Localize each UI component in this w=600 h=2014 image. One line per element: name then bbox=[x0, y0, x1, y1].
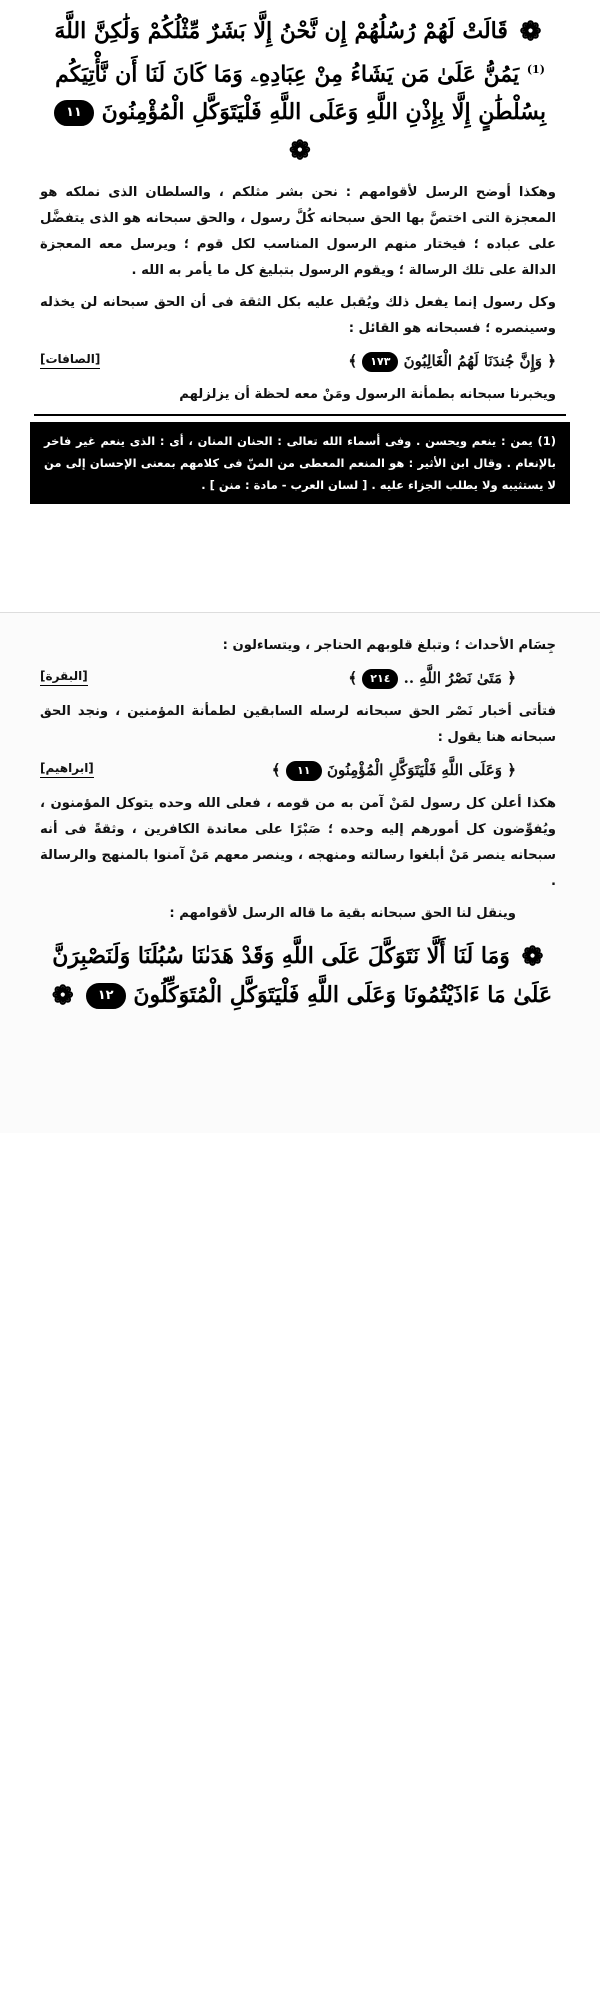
book-page-bottom bbox=[0, 612, 600, 1133]
surah-reference: [ابراهيم] bbox=[40, 759, 94, 778]
verse-text: قَالَتْ لَهُمْ رُسُلُهُمْ إِن نَّحْنُ إِلَّا بَشَرٌ مِّثْلُكُمْ وَلَٰكِنَّ اللَّهَ bbox=[54, 18, 508, 44]
ornament-icon: ❁ bbox=[521, 942, 544, 972]
body-paragraph: جِسَام الأحداث ؛ وتبلغ قلوبهم الحناجر ، ويتساءلون : bbox=[222, 638, 556, 653]
body-paragraph: وكل رسول إنما يفعل ذلك ويُقبل عليه بكل الثقة فى أن الحق سبحانه لن يخذله وسينصره ؛ فسبحانه هو القائل : bbox=[40, 295, 556, 337]
quran-quote: ﴿ وَإِنَّ جُندَنَا لَهُمُ الْغَالِبُونَ ١٧٣ ﴾ bbox=[348, 352, 556, 371]
verse-text: عَلَىٰ مَا ءَاذَيْتُمُونَا وَعَلَى اللَّهِ فَلْيَتَوَكَّلِ الْمُتَوَكِّلُونَ bbox=[133, 982, 553, 1008]
body-paragraph: هكذا أعلن كل رسول لمَنْ آمن به من قومه ، فعلى الله وحده يتوكل المؤمنون ، ويُفوِّضون كل أمورهم إليه وحده ؛ صَبْرًا على معاندة الكافرين ، وثقةً فى أنه سبحانه ينصر مَنْ أبلغوا رسالته ومنهجه ، وينصر معهم مَنْ آمنوا بالمنهج والرسالة . bbox=[40, 796, 556, 889]
quran-quote-line bbox=[40, 755, 556, 787]
quran-verse-block bbox=[44, 12, 556, 170]
ornament-icon: ❁ bbox=[51, 981, 74, 1011]
body-paragraph: وهكذا أوضح الرسل لأقوامهم : نحن بشر مثلكم ، والسلطان الذى نملكه هو المعجزة التى اختصَّ بها الحق سبحانه كُلَّ رسول ، والحق سبحانه هو الذى يتفضَّل على عباده ؛ فيختار منهم الرسول المناسب لكل قوم ؛ ويرسل معه المعجزة الدالة على تلك الرسالة ؛ ويقوم الرسول بتبليغ كل ما يأمر به الله . bbox=[40, 185, 556, 279]
quran-quote: ﴿ مَتَىٰ نَصْرُ اللَّهِ .. ٢١٤ ﴾ bbox=[348, 669, 516, 687]
verse-number-badge: ١٧٣ bbox=[362, 352, 398, 372]
verse-line bbox=[44, 12, 556, 51]
footnote-marker: (1) bbox=[526, 63, 545, 76]
body-paragraph: فتأتى أخبار نَصْر الحق سبحانه لرسله السابقين لطمأنة المؤمنين ، ونجد الحق سبحانه هنا يقول : bbox=[40, 704, 556, 745]
verse-number-badge: ٢١٤ bbox=[362, 669, 398, 689]
verse-number-badge: ١٢ bbox=[86, 983, 126, 1009]
footnote-box: (1) يمن : ينعم ويحسن . وفى أسماء الله تعالى : الحنان المنان ، أى : الذى ينعم غير فاخر بالإنعام . وقال ابن الأثير : هو المنعم المعطى من المنّ فى كلامهم بمعنى الإحسان إلى من لا يستثيبه ولا يطلب الجزاء عليه . [ لسان العرب - مادة : منن ] . bbox=[30, 422, 570, 504]
book-page-top bbox=[0, 0, 600, 612]
surah-reference: [الصافات] bbox=[40, 350, 100, 369]
ornament-icon: ❁ bbox=[288, 136, 312, 167]
verse-line bbox=[44, 937, 556, 976]
verse-text: بِسُلْطَٰنٍ إِلَّا بِإِذْنِ اللَّهِ وَعَلَى اللَّهِ فَلْيَتَوَكَّلِ الْمُؤْمِنُونَ bbox=[101, 99, 547, 126]
verse-line bbox=[44, 93, 556, 170]
body-paragraph: وينقل لنا الحق سبحانه بقية ما قاله الرسل لأقوامهم : bbox=[169, 906, 516, 921]
verse-number-badge: ١١ bbox=[54, 100, 94, 126]
verse-line bbox=[44, 51, 556, 93]
quran-quote: ﴿ وَعَلَى اللَّهِ فَلْيَتَوَكَّلِ الْمُؤْمِنُونَ ١١ ﴾ bbox=[271, 761, 516, 779]
surah-reference: [البقرة] bbox=[40, 667, 88, 686]
quran-verse-block bbox=[44, 937, 556, 1015]
ornament-icon: ❁ bbox=[519, 17, 542, 47]
footnote-divider bbox=[34, 414, 566, 416]
verse-line bbox=[44, 976, 556, 1015]
quran-quote-line bbox=[40, 663, 556, 695]
verse-number-badge: ١١ bbox=[286, 761, 322, 781]
quran-quote-line bbox=[40, 346, 556, 378]
verse-text: يَمُنُّ عَلَىٰ مَن يَشَاءُ مِنْ عِبَادِهِۦ وَمَا كَانَ لَنَا أَن نَّأْتِيَكُم bbox=[55, 61, 520, 88]
verse-text: وَمَا لَنَا أَلَّا نَتَوَكَّلَ عَلَى اللَّهِ وَقَدْ هَدَىٰنَا سُبُلَنَا وَلَنَصْبِرَنَّ bbox=[52, 943, 510, 969]
body-paragraph: ويخبرنا سبحانه بطمأنة الرسول ومَنْ معه لحظة أن يزلزلهم bbox=[179, 387, 556, 403]
